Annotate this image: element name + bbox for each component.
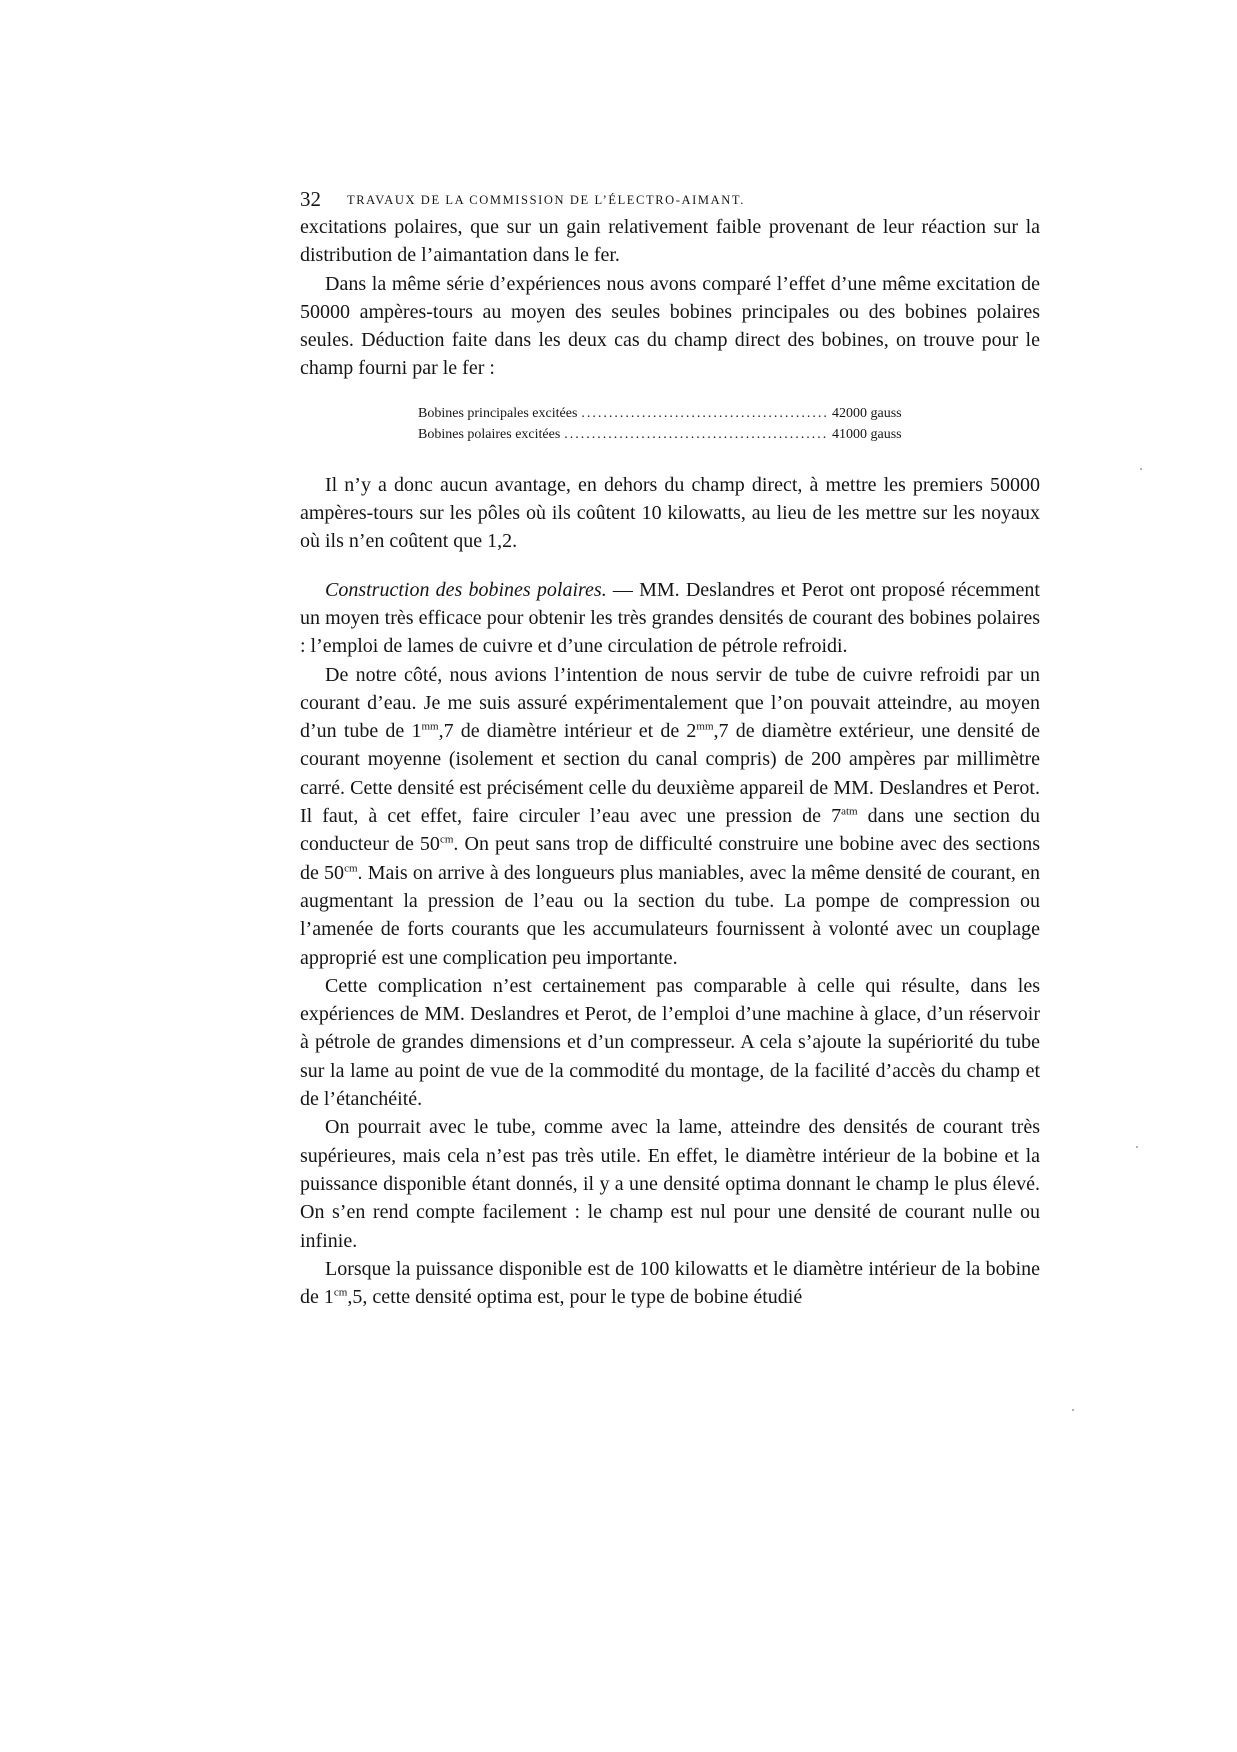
paragraph-complication: Cette complication n’est certainement pas comparable à celle qui résulte, dans les expériences de MM. Deslandres et Perot, de l’emploi d’une machine à glace, d’un réservoir à pétrole de grandes dimensions et d’un compresseur. A cela s’ajoute la supériorité du tube sur la lame au point de vue de la commodité du montage, de la facilité d’accès du champ et de l’étanchéité.	[300, 974, 1040, 1111]
result-label: Bobines polaires excitées	[418, 426, 561, 442]
text-run: dans une section du conducteur de 50	[300, 805, 1041, 856]
result-row	[418, 403, 940, 424]
paragraph-densites: On pourrait avec le tube, comme avec la lame, atteindre des densités de courant très supérieures, mais cela n’est pas très utile. En effet, le diamètre intérieur de la bobine et la puissance disponible étant donnés, il y a une densité optima donnant le champ le plus élevé. On s’en rend compte facilement : le champ est nul pour une densité de courant nulle ou infinie.	[300, 1116, 1040, 1252]
running-head	[300, 183, 1040, 213]
running-title: TRAVAUX DE LA COMMISSION DE L’ÉLECTRO-AIMANT.	[347, 193, 745, 207]
paragraph-continuation: excitations polaires, que sur un gain relativement faible provenant de leur réaction sur la distribution de l’aimantation dans le fer.	[300, 216, 1040, 267]
section-title: Construction des bobines polaires.	[325, 578, 607, 601]
unit-superscript: mm	[421, 720, 439, 733]
unit-superscript: cm	[333, 1286, 348, 1299]
scan-speck	[1140, 468, 1142, 470]
text-run: De notre côté, nous avions l’intention de nous servir de tube de cuivre refroidi par un courant d’eau. Je me suis assuré expérimentalement que l’on pouvait atteindre, au moyen d’un tube de 1	[300, 663, 1040, 743]
text-run: . On peut sans trop de difficulté construire une bobine avec des sections de 50	[300, 833, 1040, 884]
dot-leader	[581, 403, 828, 424]
paragraph-conclusion: Il n’y a donc aucun avantage, en dehors du champ direct, à mettre les premiers 50000 ampères-tours sur les pôles où ils coûtent 10 kilowatts, au lieu de les mettre sur les noyaux où ils n’en coûtent que 1,2.	[300, 473, 1040, 553]
result-label: Bobines principales excitées	[418, 405, 578, 421]
text-run: . Mais on arrive à des longueurs plus maniables, avec la même densité de courant, en augmentant la pression de l’eau ou la section du tube. La pompe de compression ou l’amenée de forts courants que les accumulateurs fournissent à volonté avec un couplage approprié est une complication peu importante.	[300, 861, 1040, 969]
result-row	[418, 424, 940, 445]
page-body	[300, 183, 1040, 1311]
unit-superscript: cm	[344, 861, 358, 874]
text-run: Lorsque la puissance disponible est de 100 kilowatts et le diamètre intérieur de la bobine de 1	[300, 1257, 1040, 1309]
result-value: 42000 gauss	[832, 405, 902, 421]
paragraph-tube	[300, 661, 1040, 972]
paragraph-last	[300, 1255, 1040, 1312]
section-text: — MM. Deslandres et Perot ont proposé récemment un moyen très efficace pour obtenir les très grandes densités de courant des bobines polaires : l’emploi de lames de cuivre et d’une circulation de pétrole refroidi.	[300, 578, 1040, 658]
scan-speck	[1136, 1146, 1138, 1148]
page-number: 32	[300, 187, 321, 211]
dot-leader	[564, 424, 828, 445]
section-paragraph	[300, 576, 1040, 661]
scan-speck	[1072, 1409, 1074, 1411]
text-run: ,7 de diamètre extérieur, une densité de courant moyenne (isolement et section du canal compris) de 200 ampères par millimètre carré. Cette densité est précisément celle du deuxième appareil de MM. Deslandres et Perot. Il faut, à cet effet, faire circuler l’eau avec une pression de 7	[300, 720, 1040, 828]
text-run: ,7 de diamètre intérieur et de 2	[438, 720, 697, 743]
results-table	[418, 403, 940, 445]
paragraph-comparison: Dans la même série d’expériences nous avons comparé l’effet d’une même excitation de 50000 ampères-tours au moyen des seules bobines principales ou des bobines polaires seules. Déduction faite dans les deux cas du champ direct des bobines, on trouve pour le champ fourni par le fer :	[300, 272, 1040, 380]
unit-superscript: mm	[696, 720, 714, 733]
unit-superscript: cm	[439, 833, 454, 846]
result-value: 41000 gauss	[832, 426, 902, 442]
unit-superscript: atm	[841, 805, 858, 818]
text-run: ,5, cette densité optima est, pour le type de bobine étudié	[347, 1286, 803, 1309]
